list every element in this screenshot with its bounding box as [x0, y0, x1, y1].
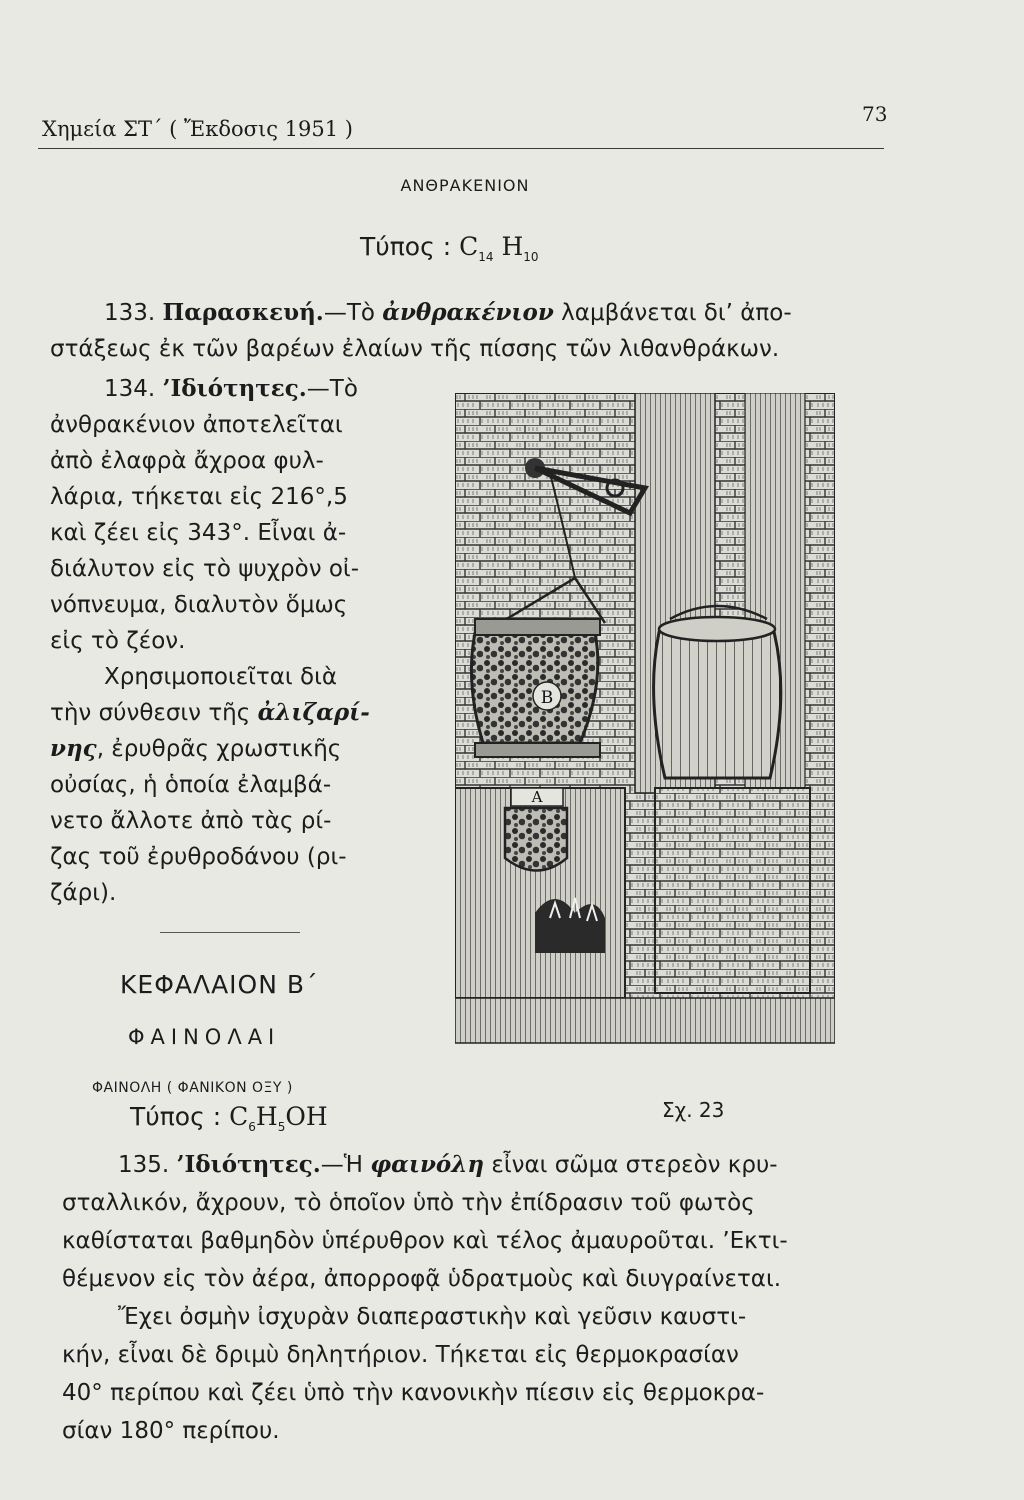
formula-h: H — [501, 232, 524, 261]
p134-line: ἀνθρακένιον ἀποτελεῖται — [50, 412, 343, 438]
p135-line: 40° περίπου καὶ ζέει ὑπὸ τὴν κανονικὴν πίεσιν εἰς θερμοκρα- — [62, 1380, 765, 1406]
p134-line: λάρια, τήκεται εἰς 216°,5 — [50, 484, 348, 510]
header-rule — [38, 148, 884, 149]
p135-number: 135. — [118, 1152, 170, 1178]
p134-title: ’Ιδιότητες. — [162, 375, 307, 402]
p135-text-b: εἶναι σῶμα στερεὸν κρυ- — [484, 1152, 778, 1178]
formula-phenol — [130, 1102, 328, 1134]
formula-label: Τύπος : — [360, 232, 452, 261]
p133-line-1 — [104, 296, 792, 330]
p133-title: Παρασκευή. — [162, 299, 324, 326]
p135-text-a: —Ἡ — [320, 1152, 371, 1178]
p135-line: θέμενον εἰς τὸν ἀέρα, ἀπορροφᾷ ὑδρατμοὺς καὶ διυγραίνεται. — [62, 1266, 782, 1292]
formula-label: Τύπος : — [130, 1102, 222, 1131]
section-divider — [160, 932, 300, 933]
p134-use-line: οὐσίας, ἡ ὁποία ἐλαμβά- — [50, 772, 332, 798]
p134-use-italic-2: νης — [50, 735, 97, 762]
chapter-title: ΚΕΦΑΛΑΙΟΝ Β΄ — [120, 970, 319, 999]
p135-line: καθίσταται βαθμηδὸν ὑπέρυθρον καὶ τέλος ἀμαυροῦται. ’Εκτι- — [62, 1228, 788, 1254]
p134-use-line-3 — [50, 732, 341, 766]
p133-text-b: λαμβάνεται δι’ ἀπο- — [553, 300, 792, 326]
formula-h-sub: 5 — [277, 1120, 286, 1134]
p134-text: —Τὸ — [306, 376, 358, 402]
p134-line: ἀπὸ ἐλαφρὰ ἄχροα φυλ- — [50, 448, 324, 474]
p134-use-line: ζας τοῦ ἐρυθροδάνου (ρι- — [50, 844, 347, 870]
distillation-apparatus-illustration — [455, 393, 835, 1063]
chapter-subtitle: ΦΑΙΝΟΛΑΙ — [128, 1025, 281, 1049]
running-header: Χημεία ΣΤ΄ ( Ἔκδοσις 1951 ) — [42, 117, 353, 141]
formula-oh: OH — [285, 1102, 328, 1131]
p134-use-line: ζάρι). — [50, 880, 117, 906]
formula-c-sub: 14 — [478, 250, 494, 264]
p135-line: Ἔχει ὀσμὴν ἰσχυρὰν διαπεραστικὴν καὶ γεῦσιν καυστι- — [118, 1304, 747, 1330]
p134-use-line: νετο ἄλλοτε ἀπὸ τὰς ρί- — [50, 808, 332, 834]
p134-line: νόπνευμα, διαλυτὸν ὅμως — [50, 592, 348, 618]
page-number: 73 — [862, 102, 888, 126]
figure-caption: Σχ. 23 — [662, 1098, 725, 1122]
p133-line-2: στάξεως ἐκ τῶν βαρέων ἐλαίων τῆς πίσσης τῶν λιθανθράκων. — [50, 336, 780, 362]
p134-use-text: τὴν σύνθεσιν τῆς — [50, 700, 258, 726]
p135-line: κήν, εἶναι δὲ δριμὺ δηλητήριον. Τήκεται εἰς θερμοκρασίαν — [62, 1342, 739, 1368]
p133-italic: ἀνθρακένιον — [382, 299, 554, 326]
p134-number: 134. — [104, 376, 156, 402]
p135-line-1 — [118, 1148, 778, 1182]
formula-c: C — [229, 1102, 249, 1131]
figure-label-a: A — [531, 788, 543, 806]
section-heading-anthracene: ΑΝΘΡΑΚΕΝΙΟΝ — [400, 176, 530, 195]
figure-label-b: B — [540, 688, 554, 708]
formula-c: C — [459, 232, 479, 261]
formula-h-sub: 10 — [523, 250, 539, 264]
formula-h: H — [255, 1102, 278, 1131]
p135-line: σταλλικόν, ἄχρουν, τὸ ὁποῖον ὑπὸ τὴν ἐπίδρασιν τοῦ φωτὸς — [62, 1190, 755, 1216]
p135-title: ’Ιδιότητες. — [176, 1151, 321, 1178]
p135-italic: φαινόλη — [370, 1151, 485, 1178]
p134-line: καὶ ζέει εἰς 343°. Εἶναι ἀ- — [50, 520, 347, 546]
p134-line: διάλυτον εἰς τὸ ψυχρὸν οἰ- — [50, 556, 360, 582]
formula-anthracene — [360, 232, 539, 264]
p135-line: σίαν 180° περίπου. — [62, 1418, 280, 1444]
phenol-heading: ΦΑΙΝΟΛΗ ( ΦΑΝΙΚΟΝ ΟΞΥ ) — [92, 1080, 293, 1096]
p134-line-1 — [104, 372, 358, 406]
p134-use-italic: ἀλιζαρί- — [257, 699, 370, 726]
p134-line: εἰς τὸ ζέον. — [50, 628, 186, 654]
p133-text-a: —Τὸ — [323, 300, 383, 326]
p133-number: 133. — [104, 300, 156, 326]
formula-c-sub: 6 — [248, 1120, 256, 1134]
p134-use-line-1: Χρησιμοποιεῖται διὰ — [104, 664, 338, 690]
p134-use-line-2 — [50, 696, 370, 730]
p134-use-text-2: , ἐρυθρᾶς χρωστικῆς — [96, 736, 342, 762]
